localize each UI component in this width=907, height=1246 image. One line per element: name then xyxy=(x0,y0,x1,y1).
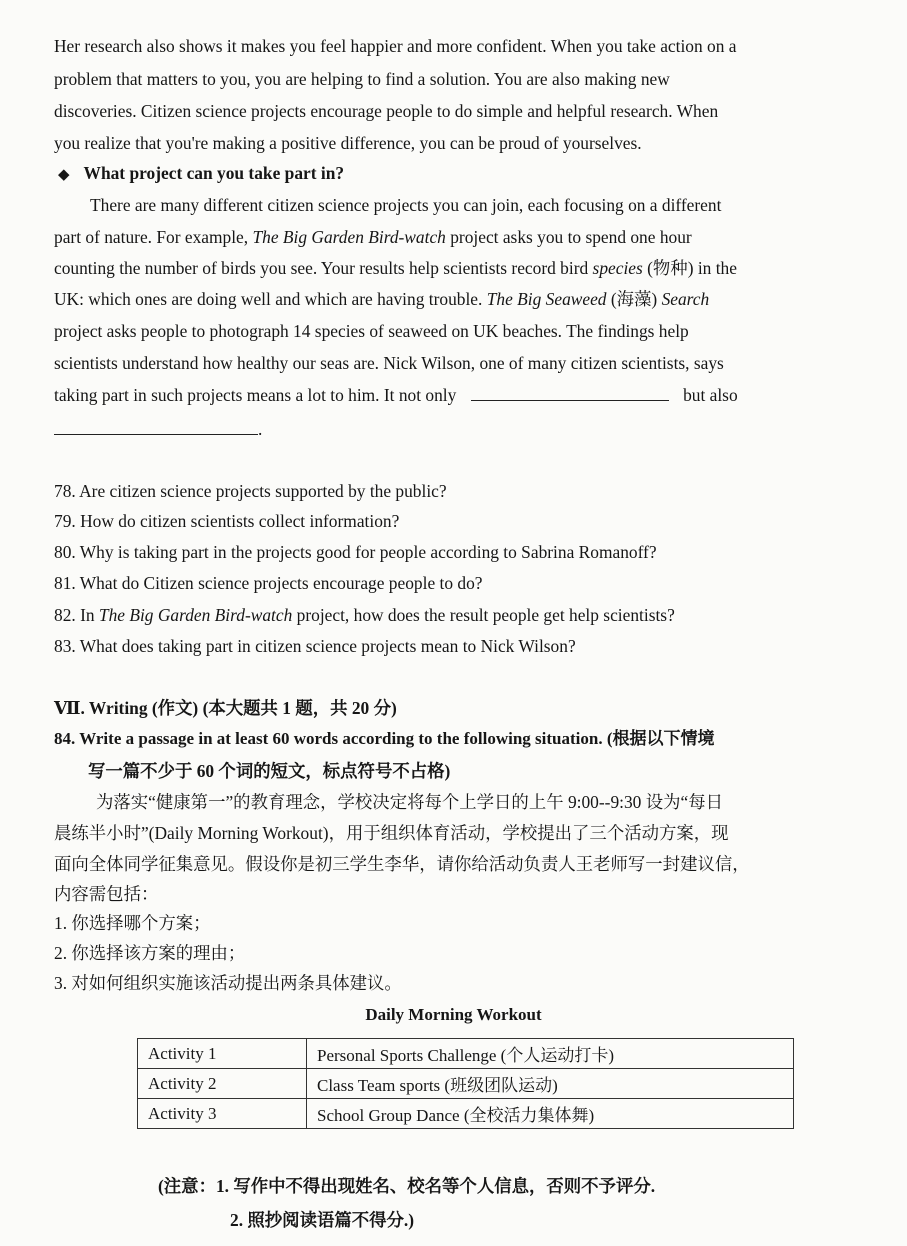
para2-line6: scientists understand how healthy our seas are. Nick Wilson, one of many citizen scientists, says xyxy=(54,353,724,373)
heading-text: What project can you take part in? xyxy=(83,163,345,183)
writing-item-1: 1. 你选择哪个方案； xyxy=(54,913,211,933)
writing-para-line1: 为落实“健康第一”的教育理念，学校决定将每个上学日的上午 9:00--9:30 设为“每日 xyxy=(96,792,723,812)
para2-line1: There are many different citizen science projects you can join, each focusing on a different xyxy=(90,195,722,215)
para2-line3 xyxy=(54,258,737,278)
project-title-seaweed: The Big Seaweed xyxy=(486,289,607,309)
text-span: UK: which ones are doing well and which are having trouble. xyxy=(54,289,487,309)
question-79: 79. How do citizen scientists collect information? xyxy=(54,511,400,531)
para1-line1: Her research also shows it makes you feel happier and more confident. When you take action on a xyxy=(54,36,737,56)
para2-line2 xyxy=(54,227,692,247)
activity-cell: Activity 2 xyxy=(138,1069,307,1099)
para1-line2: problem that matters to you, you are helping to find a solution. You are also making new xyxy=(54,69,670,89)
text-span: (海藻) xyxy=(606,289,662,309)
section-heading xyxy=(58,163,344,184)
text-span: counting the number of birds you see. Your results help scientists record bird xyxy=(54,258,593,278)
question-83: 83. What does taking part in citizen science projects mean to Nick Wilson? xyxy=(54,636,576,656)
text-span: project, how does the result people get help scientists? xyxy=(292,605,675,625)
question-81: 81. What do Citizen science projects encourage people to do? xyxy=(54,573,483,593)
writing-item-2: 2. 你选择该方案的理由； xyxy=(54,943,246,963)
writing-item-3: 3. 对如何组织实施该活动提出两条具体建议。 xyxy=(54,973,402,993)
description-cell: Personal Sports Challenge (个人运动打卡) xyxy=(307,1039,794,1069)
project-title-birdwatch-q: The Big Garden Bird-watch xyxy=(98,605,293,625)
text-span: taking part in such projects means a lot to him. It not only xyxy=(54,385,457,405)
table-row xyxy=(138,1069,794,1099)
note-line2: 2. 照抄阅读语篇不得分.) xyxy=(230,1210,415,1230)
text-span: (物种) in the xyxy=(642,258,737,278)
text-span: but also xyxy=(683,385,738,405)
text-span: part of nature. For example, xyxy=(54,227,253,247)
note-line1: (注意：1. 写作中不得出现姓名、校名等个人信息，否则不予评分. xyxy=(158,1176,656,1196)
text-span: 82. In xyxy=(54,605,99,625)
table-title: Daily Morning Workout xyxy=(365,1005,542,1024)
workout-table xyxy=(137,1038,794,1129)
diamond-bullet-icon: ◆ xyxy=(58,167,70,183)
table-row xyxy=(138,1099,794,1129)
project-title-search: Search xyxy=(661,289,710,309)
question-78: 78. Are citizen science projects supported by the public? xyxy=(54,481,447,501)
question-84-line2: 写一篇不少于 60 个词的短文，标点符号不占格) xyxy=(88,761,451,781)
writing-para-line2: 晨练半小时”(Daily Morning Workout)，用于组织体育活动，学校提出了三个活动方案，现 xyxy=(54,823,729,843)
para2-line8 xyxy=(54,418,262,439)
question-82 xyxy=(54,605,675,625)
activity-cell: Activity 3 xyxy=(138,1099,307,1129)
answer-blank-2[interactable] xyxy=(54,418,258,435)
question-84-line1: 84. Write a passage in at least 60 words according to the following situation. (根据以下情境 xyxy=(54,729,715,748)
description-cell: School Group Dance (全校活力集体舞) xyxy=(307,1099,794,1129)
question-80: 80. Why is taking part in the projects good for people according to Sabrina Romanoff? xyxy=(54,542,657,562)
answer-blank-1[interactable] xyxy=(471,384,669,401)
para1-line3: discoveries. Citizen science projects encourage people to do simple and helpful research. When xyxy=(54,101,719,121)
para1-line4: you realize that you're making a positive difference, you can be proud of yourselves. xyxy=(54,133,642,153)
writing-section-title: Ⅶ. Writing (作文) (本大题共 1 题，共 20 分) xyxy=(54,698,397,718)
term-species: species xyxy=(592,258,643,278)
text-span: . xyxy=(258,419,263,439)
para2-line7 xyxy=(54,384,738,405)
table-row xyxy=(138,1039,794,1069)
para2-line5: project asks people to photograph 14 species of seaweed on UK beaches. The findings help xyxy=(54,321,689,341)
text-span: project asks you to spend one hour xyxy=(445,227,692,247)
description-cell: Class Team sports (班级团队运动) xyxy=(307,1069,794,1099)
para2-line4 xyxy=(54,289,709,309)
activity-cell: Activity 1 xyxy=(138,1039,307,1069)
project-title-birdwatch: The Big Garden Bird-watch xyxy=(252,227,446,247)
writing-para-line4: 内容需包括： xyxy=(54,884,159,904)
writing-para-line3: 面向全体同学征集意见。假设你是初三学生李华，请你给活动负责人王老师写一封建议信， xyxy=(54,854,750,874)
